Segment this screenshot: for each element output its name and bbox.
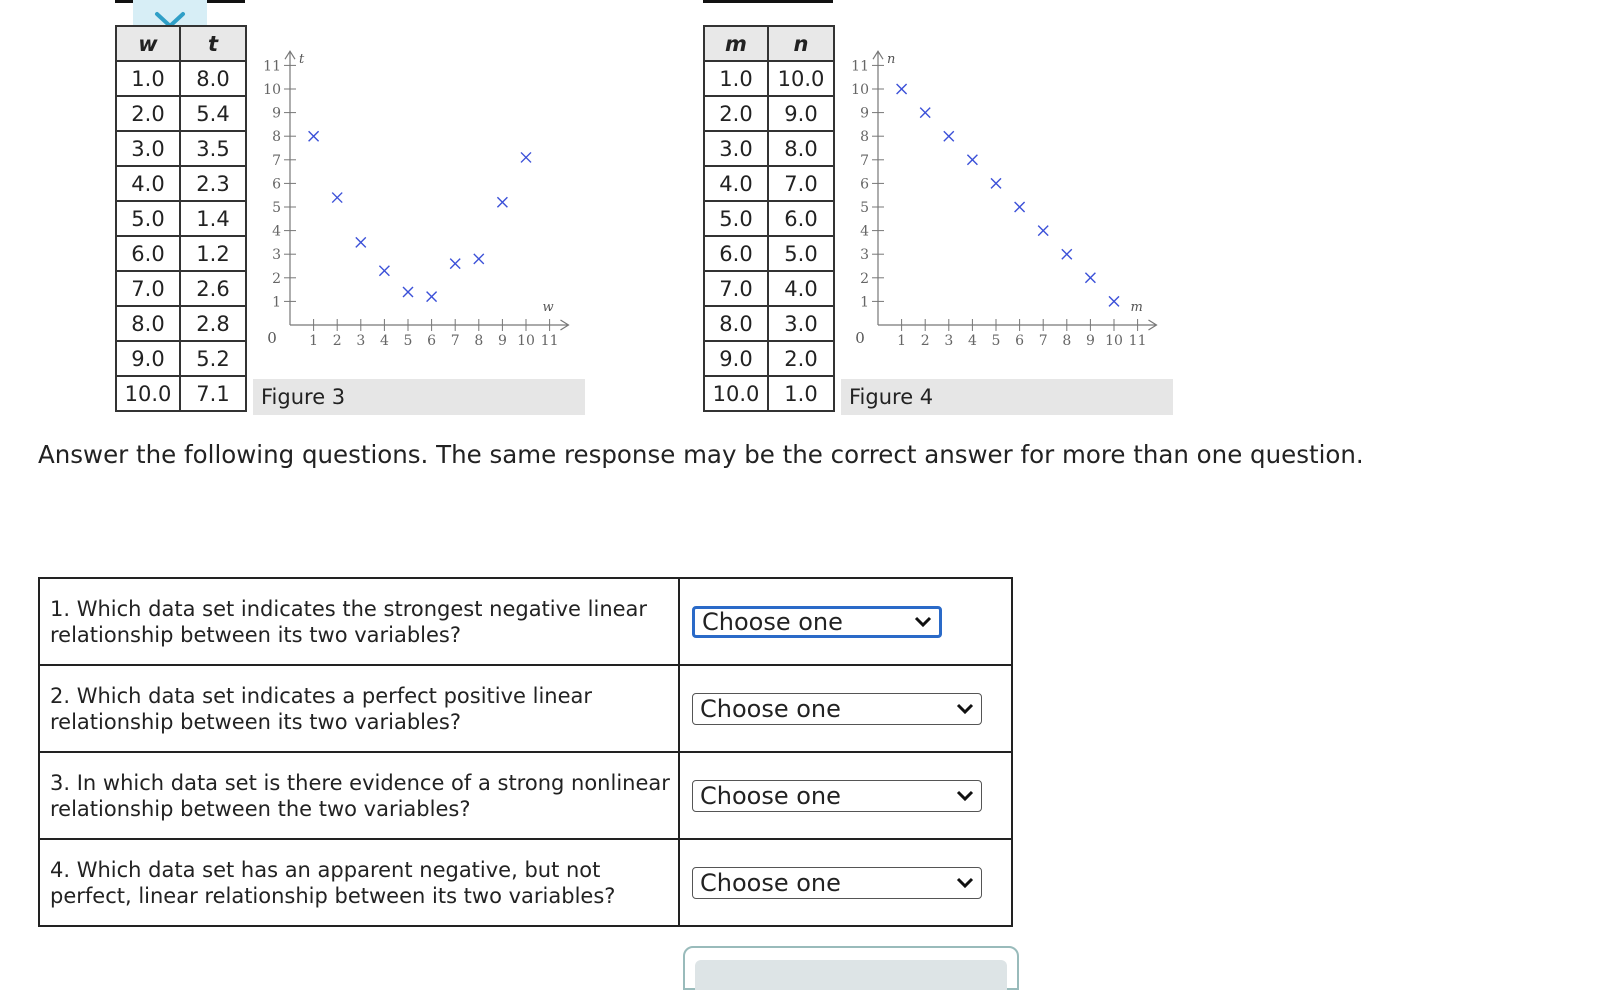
top-border-right: [703, 0, 833, 3]
table-header: n: [768, 26, 834, 61]
table-cell: 2.3: [180, 166, 246, 201]
table-row: [116, 376, 246, 411]
y-tick-label: 2: [860, 270, 869, 287]
y-tick-label: 6: [860, 176, 869, 193]
question-text: 4. Which data set has an apparent negative, but not perfect, linear relationship between its two variables?: [39, 839, 679, 926]
data-point: [521, 152, 531, 162]
table-cell: 6.0: [116, 236, 180, 271]
table-row: [704, 131, 834, 166]
y-tick-label: 4: [860, 223, 869, 240]
table-cell: 3.0: [704, 131, 768, 166]
table-row: [116, 306, 246, 341]
table-row: [704, 166, 834, 201]
table-cell: 8.0: [180, 61, 246, 96]
table-cell: 9.0: [704, 341, 768, 376]
x-tick-label: 10: [1105, 333, 1123, 349]
table-cell: 1.2: [180, 236, 246, 271]
table-cell: 10.0: [704, 376, 768, 411]
select-value: Choose one: [700, 868, 841, 897]
x-tick-label: 11: [1128, 333, 1147, 349]
table-cell: 5.2: [180, 341, 246, 376]
x-tick-label: 7: [1038, 333, 1048, 349]
question-row: [39, 752, 1012, 839]
table-cell: 7.1: [180, 376, 246, 411]
x-tick-label: 8: [1062, 333, 1072, 349]
y-tick-label: 7: [860, 152, 869, 169]
question-row: [39, 665, 1012, 752]
x-tick-label: 2: [332, 333, 342, 349]
data-point: [1085, 273, 1095, 283]
table-cell: 9.0: [116, 341, 180, 376]
answer-select-1[interactable]: [692, 606, 942, 638]
y-tick-label: 3: [272, 247, 281, 264]
data-point: [450, 259, 460, 269]
data-point: [474, 254, 484, 264]
figure-caption: Figure 3: [253, 379, 585, 415]
data-point: [332, 193, 342, 203]
table-cell: 10.0: [116, 376, 180, 411]
data-point: [379, 266, 389, 276]
table-header: m: [704, 26, 768, 61]
data-point: [1015, 202, 1025, 212]
y-tick-label: 5: [860, 200, 869, 216]
data-point: [967, 155, 977, 165]
data-point: [1038, 226, 1048, 236]
y-tick-label: 10: [851, 82, 869, 98]
x-tick-label: 10: [517, 333, 535, 349]
table-cell: 2.0: [768, 341, 834, 376]
table-row: [116, 201, 246, 236]
table-row: [116, 236, 246, 271]
y-tick-label: 7: [272, 152, 281, 169]
figure-caption: Figure 4: [841, 379, 1173, 415]
x-tick-label: 4: [379, 333, 389, 349]
scatter-plot-figure4: [840, 40, 1180, 370]
table-row: [704, 201, 834, 236]
x-tick-label: 11: [540, 333, 559, 349]
x-tick-label: 3: [356, 333, 366, 349]
data-table-figure4: [703, 25, 835, 412]
x-tick-label: 3: [944, 333, 954, 349]
y-tick-label: 1: [272, 294, 281, 311]
table-header: w: [116, 26, 180, 61]
y-tick-label: 6: [272, 176, 281, 193]
y-axis-label: t: [299, 52, 305, 68]
question-row: [39, 839, 1012, 926]
question-text: 3. In which data set is there evidence of a strong nonlinear relationship between the two variables?: [39, 752, 679, 839]
table-cell: 4.0: [704, 166, 768, 201]
y-tick-label: 9: [860, 105, 869, 122]
chevron-down-icon: [955, 876, 975, 890]
table-cell: 5.0: [116, 201, 180, 236]
questions-table: [38, 577, 1013, 927]
table-cell: 5.0: [704, 201, 768, 236]
table-cell: 8.0: [116, 306, 180, 341]
y-tick-label: 9: [272, 105, 281, 122]
table-cell: 9.0: [768, 96, 834, 131]
chevron-down-icon: [955, 702, 975, 716]
table-row: [116, 61, 246, 96]
x-axis-label: m: [1130, 300, 1143, 315]
x-axis-label: w: [542, 300, 554, 315]
data-point: [991, 178, 1001, 188]
table-row: [116, 341, 246, 376]
table-row: [704, 271, 834, 306]
table-cell: 2.0: [116, 96, 180, 131]
question-text: 2. Which data set indicates a perfect positive linear relationship between its two variables?: [39, 665, 679, 752]
select-value: Choose one: [700, 694, 841, 723]
select-value: Choose one: [702, 607, 843, 636]
y-tick-label: 8: [272, 129, 281, 146]
data-point: [309, 131, 319, 141]
y-tick-label: 5: [272, 200, 281, 216]
table-cell: 2.6: [180, 271, 246, 306]
table-cell: 2.8: [180, 306, 246, 341]
table-row: [116, 131, 246, 166]
chevron-down-icon: [955, 789, 975, 803]
table-row: [704, 236, 834, 271]
table-row: [704, 96, 834, 131]
y-tick-label: 2: [272, 270, 281, 287]
x-tick-label: 6: [1015, 333, 1025, 349]
y-tick-label: 1: [860, 294, 869, 311]
table-header: t: [180, 26, 246, 61]
x-tick-label: 8: [474, 333, 484, 349]
table-cell: 7.0: [768, 166, 834, 201]
answer-select-4[interactable]: [692, 867, 982, 899]
data-point: [897, 84, 907, 94]
x-tick-label: 2: [920, 333, 930, 349]
data-point: [427, 292, 437, 302]
y-tick-label: 3: [860, 247, 869, 264]
data-table-figure3: [115, 25, 247, 412]
x-tick-label: 4: [967, 333, 977, 349]
table-cell: 1.0: [768, 376, 834, 411]
x-tick-label: 9: [1085, 333, 1095, 349]
question-row: [39, 578, 1012, 665]
bottom-panel-bar: [695, 960, 1007, 990]
table-cell: 8.0: [768, 131, 834, 166]
table-cell: 5.4: [180, 96, 246, 131]
table-cell: 7.0: [704, 271, 768, 306]
table-row: [116, 271, 246, 306]
y-tick-label: 10: [263, 82, 281, 98]
table-row: [704, 341, 834, 376]
x-tick-label: 9: [497, 333, 507, 349]
x-tick-label: 1: [897, 333, 907, 349]
x-tick-label: 7: [450, 333, 460, 349]
table-cell: 4.0: [116, 166, 180, 201]
answer-select-3[interactable]: [692, 780, 982, 812]
x-tick-label: 5: [403, 333, 413, 349]
x-tick-label: 1: [309, 333, 319, 349]
data-point: [1109, 296, 1119, 306]
y-tick-label: 4: [272, 223, 281, 240]
bottom-panel: [683, 946, 1019, 990]
y-axis-label: n: [887, 52, 896, 68]
data-point: [356, 237, 366, 247]
data-point: [920, 108, 930, 118]
table-row: [704, 376, 834, 411]
y-tick-label: 11: [263, 58, 281, 75]
table-cell: 3.0: [768, 306, 834, 341]
x-tick-label: 5: [991, 333, 1001, 349]
data-point: [944, 131, 954, 141]
table-row: [704, 61, 834, 96]
instructions-text: Answer the following questions. The same response may be the correct answer for more than one question.: [38, 440, 1364, 469]
chevron-down-icon: [913, 615, 933, 629]
table-cell: 8.0: [704, 306, 768, 341]
table-cell: 1.4: [180, 201, 246, 236]
table-row: [116, 96, 246, 131]
table-cell: 1.0: [116, 61, 180, 96]
table-cell: 2.0: [704, 96, 768, 131]
table-cell: 4.0: [768, 271, 834, 306]
origin-label: 0: [267, 329, 277, 347]
answer-select-2[interactable]: [692, 693, 982, 725]
table-cell: 6.0: [768, 201, 834, 236]
data-point: [403, 287, 413, 297]
table-cell: 10.0: [768, 61, 834, 96]
y-tick-label: 11: [851, 58, 869, 75]
table-row: [704, 306, 834, 341]
table-cell: 6.0: [704, 236, 768, 271]
select-value: Choose one: [700, 781, 841, 810]
scatter-plot-figure3: [252, 40, 592, 370]
data-point: [1062, 249, 1072, 259]
table-cell: 3.0: [116, 131, 180, 166]
data-point: [497, 197, 507, 207]
table-cell: 7.0: [116, 271, 180, 306]
question-text: 1. Which data set indicates the strongest negative linear relationship between its two variables?: [39, 578, 679, 665]
table-cell: 1.0: [704, 61, 768, 96]
origin-label: 0: [855, 329, 865, 347]
x-tick-label: 6: [427, 333, 437, 349]
table-cell: 5.0: [768, 236, 834, 271]
table-row: [116, 166, 246, 201]
y-tick-label: 8: [860, 129, 869, 146]
table-cell: 3.5: [180, 131, 246, 166]
